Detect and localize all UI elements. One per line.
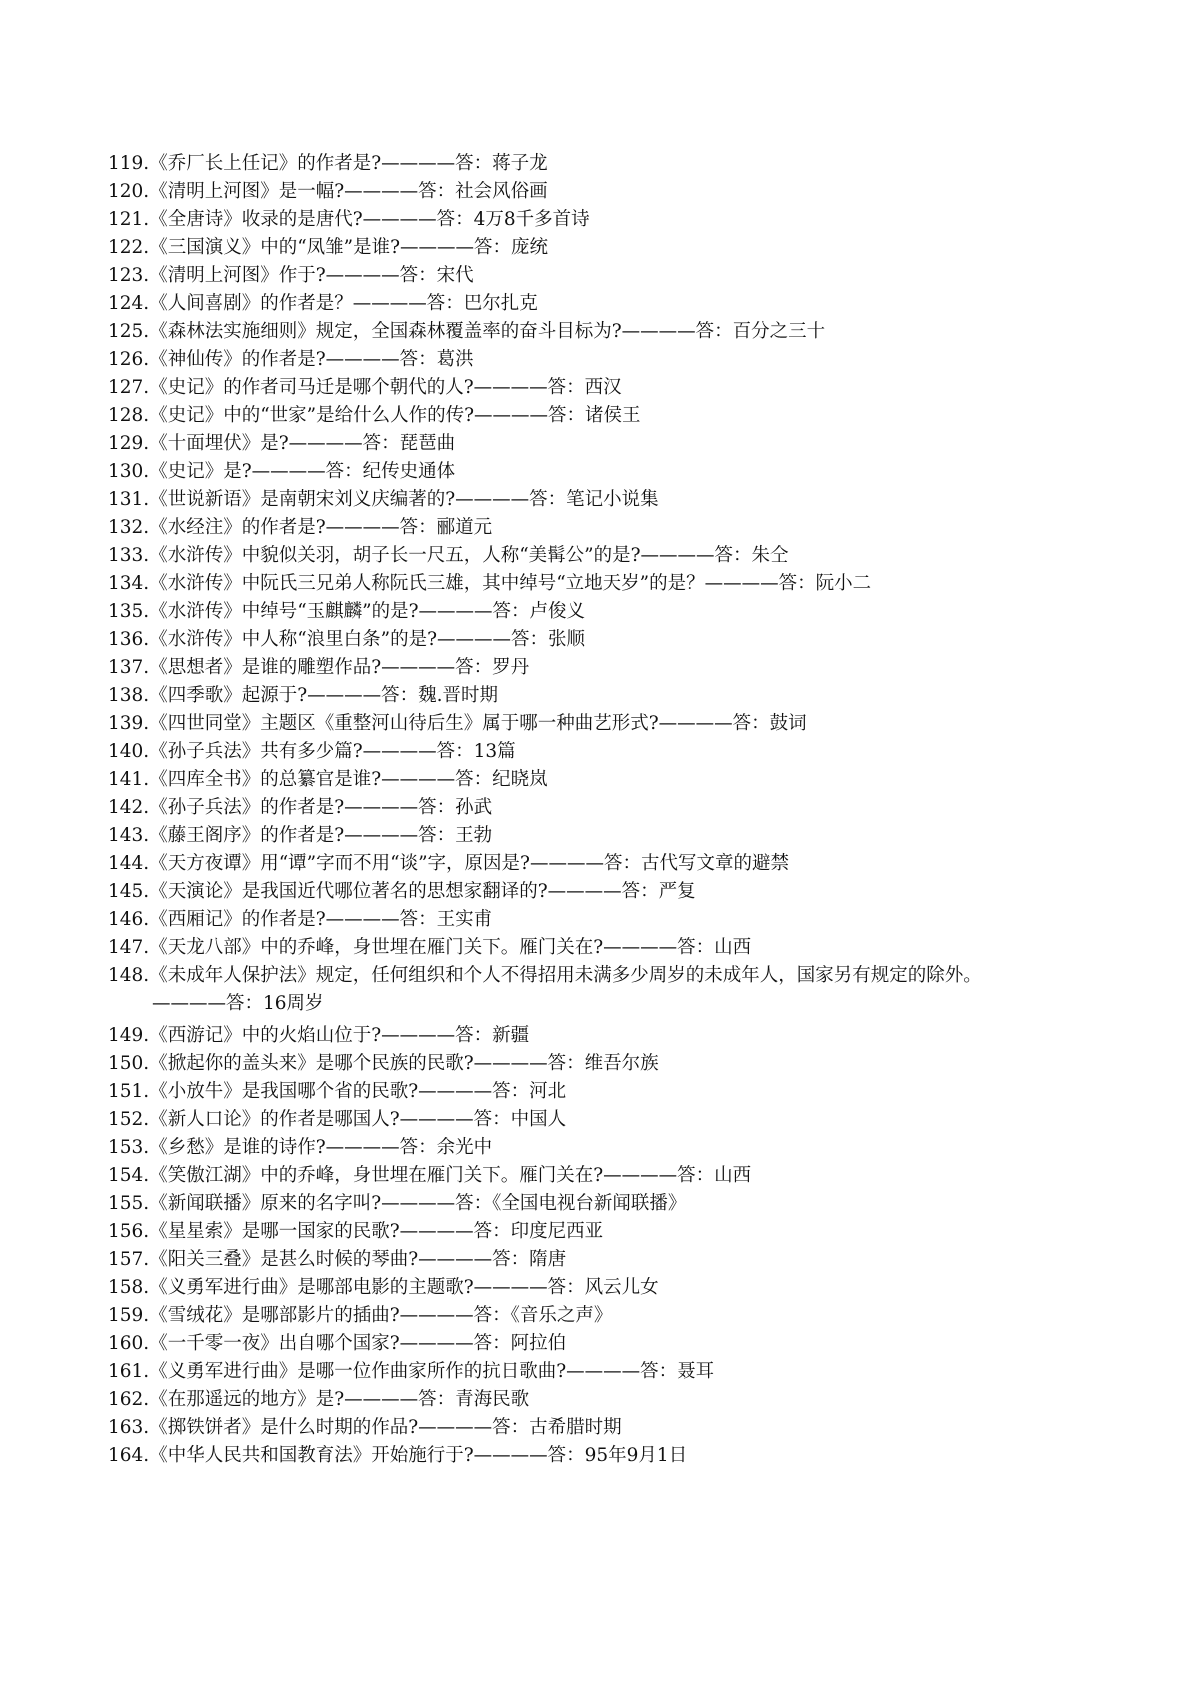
qa-question-text: 126.《神仙传》的作者是?————答：葛洪 (108, 349, 474, 370)
qa-question-text: 135.《水浒传》中绰号“玉麒麟”的是?————答：卢俊义 (108, 601, 586, 622)
qa-question-text: 148.《未成年人保护法》规定，任何组织和个人不得招用未满多少周岁的未成年人，国家另有规定的除外。 (108, 965, 982, 986)
qa-item (108, 1218, 1168, 1246)
qa-question-text: 119.《乔厂长上任记》的作者是?————答：蒋子龙 (108, 153, 548, 174)
qa-item (108, 430, 1168, 458)
qa-item (108, 1162, 1168, 1190)
qa-item (108, 1134, 1168, 1162)
qa-item (108, 1050, 1168, 1078)
qa-question-text: 124.《人间喜剧》的作者是？————答：巴尔扎克 (108, 293, 538, 314)
qa-question-text: 137.《思想者》是谁的雕塑作品?————答：罗丹 (108, 657, 530, 678)
qa-question-text: 163.《掷铁饼者》是什么时期的作品?————答：古希腊时期 (108, 1417, 622, 1438)
qa-question-text: 155.《新闻联播》原来的名字叫?————答：《全国电视台新闻联播》 (108, 1193, 687, 1214)
qa-item (108, 1302, 1168, 1330)
qa-question-text: 158.《义勇军进行曲》是哪部电影的主题歌?————答：风云儿女 (108, 1277, 659, 1298)
qa-item (108, 738, 1168, 766)
qa-list (108, 150, 1168, 1470)
qa-question-text: 156.《星星索》是哪一国家的民歌?————答：印度尼西亚 (108, 1221, 604, 1242)
qa-item (108, 850, 1168, 878)
qa-item (108, 878, 1168, 906)
qa-question-text: 123.《清明上河图》作于?————答：宋代 (108, 265, 474, 286)
qa-item (108, 1274, 1168, 1302)
qa-question-text: 152.《新人口论》的作者是哪国人?————答：中国人 (108, 1109, 567, 1130)
qa-question-text: 125.《森林法实施细则》规定，全国森林覆盖率的奋斗目标为?————答：百分之三十 (108, 321, 826, 342)
qa-item (108, 1078, 1168, 1106)
qa-question-text: 131.《世说新语》是南朝宋刘义庆编著的?————答：笔记小说集 (108, 489, 659, 510)
qa-item (108, 570, 1168, 598)
qa-item (108, 598, 1168, 626)
qa-item (108, 794, 1168, 822)
qa-question-text: 150.《掀起你的盖头来》是哪个民族的民歌?————答：维吾尔族 (108, 1053, 659, 1074)
qa-item (108, 906, 1168, 934)
qa-item (108, 206, 1168, 234)
qa-item (108, 654, 1168, 682)
qa-question-text: 128.《史记》中的“世家”是给什么人作的传?————答：诸侯王 (108, 405, 641, 426)
qa-question-text: 151.《小放牛》是我国哪个省的民歌?————答：河北 (108, 1081, 567, 1102)
qa-item (108, 1022, 1168, 1050)
qa-item (108, 1442, 1168, 1470)
qa-question-text: 136.《水浒传》中人称“浪里白条”的是?————答：张顺 (108, 629, 586, 650)
qa-item (108, 542, 1168, 570)
qa-question-text: 146.《西厢记》的作者是?————答：王实甫 (108, 909, 493, 930)
qa-item (108, 458, 1168, 486)
qa-question-text: 132.《水经注》的作者是?————答：郦道元 (108, 517, 493, 538)
qa-question-text: 130.《史记》是?————答：纪传史通体 (108, 461, 456, 482)
qa-item (108, 402, 1168, 430)
qa-item (108, 934, 1168, 962)
qa-item (108, 150, 1168, 178)
qa-item (108, 178, 1168, 206)
qa-question-text: 140.《孙子兵法》共有多少篇?————答：13篇 (108, 741, 516, 762)
qa-question-text: 142.《孙子兵法》的作者是?————答：孙武 (108, 797, 493, 818)
qa-question-text: 144.《天方夜谭》用“谭”字而不用“谈”字，原因是?————答：古代写文章的避禁 (108, 853, 789, 874)
qa-question-text: 143.《藤王阁序》的作者是?————答：王勃 (108, 825, 493, 846)
qa-question-text: 139.《四世同堂》主题区《重整河山待后生》属于哪一种曲艺形式?————答：鼓词 (108, 713, 807, 734)
qa-item (108, 486, 1168, 514)
qa-item (108, 514, 1168, 542)
qa-item (108, 1190, 1168, 1218)
qa-question-text: 145.《天演论》是我国近代哪位著名的思想家翻译的?————答：严复 (108, 881, 696, 902)
qa-item (108, 290, 1168, 318)
qa-question-text: 120.《清明上河图》是一幅?————答：社会风俗画 (108, 181, 548, 202)
qa-question-text: 153.《乡愁》是谁的诗作?————答：余光中 (108, 1137, 493, 1158)
qa-question-text: 162.《在那遥远的地方》是?————答：青海民歌 (108, 1389, 530, 1410)
qa-question-text: 129.《十面埋伏》是?————答：琵琶曲 (108, 433, 456, 454)
qa-item (108, 766, 1168, 794)
qa-item (108, 1386, 1168, 1414)
qa-question-text: 141.《四库全书》的总纂官是谁?————答：纪晓岚 (108, 769, 548, 790)
qa-question-text: 164.《中华人民共和国教育法》开始施行于?————答：95年9月1日 (108, 1445, 688, 1466)
qa-item (108, 346, 1168, 374)
qa-question-text: 157.《阳关三叠》是甚么时候的琴曲?————答：隋唐 (108, 1249, 567, 1270)
qa-question-text: 154.《笑傲江湖》中的乔峰，身世埋在雁门关下。雁门关在?————答：山西 (108, 1165, 752, 1186)
qa-item (108, 682, 1168, 710)
qa-item (108, 1358, 1168, 1386)
qa-question-text: 134.《水浒传》中阮氏三兄弟人称阮氏三雄，其中绰号“立地天岁”的是？————答：阮小二 (108, 573, 872, 594)
qa-question-text: 161.《义勇军进行曲》是哪一位作曲家所作的抗日歌曲?————答：聂耳 (108, 1361, 715, 1382)
qa-question-text: 127.《史记》的作者司马迁是哪个朝代的人?————答：西汉 (108, 377, 622, 398)
qa-answer-continuation: ————答：16周岁 (152, 993, 324, 1014)
qa-question-text: 121.《全唐诗》收录的是唐代?————答：4万8千多首诗 (108, 209, 590, 230)
qa-item (108, 1414, 1168, 1442)
qa-question-text: 149.《西游记》中的火焰山位于?————答：新疆 (108, 1025, 530, 1046)
qa-question-text: 147.《天龙八部》中的乔峰，身世埋在雁门关下。雁门关在?————答：山西 (108, 937, 752, 958)
qa-question-text: 133.《水浒传》中貌似关羽，胡子长一尺五，人称“美髯公”的是?————答：朱仝 (108, 545, 789, 566)
qa-question-text: 122.《三国演义》中的“凤雏”是谁?————答：庞统 (108, 237, 549, 258)
qa-item (108, 822, 1168, 850)
qa-item (108, 262, 1168, 290)
qa-item (108, 962, 1168, 1022)
qa-question-text: 160.《一千零一夜》出自哪个国家?————答：阿拉伯 (108, 1333, 567, 1354)
qa-item (108, 1246, 1168, 1274)
qa-question-text: 159.《雪绒花》是哪部影片的插曲?————答：《音乐之声》 (108, 1305, 613, 1326)
qa-item (108, 318, 1168, 346)
qa-item (108, 626, 1168, 654)
qa-item (108, 710, 1168, 738)
qa-item (108, 1106, 1168, 1134)
qa-item (108, 374, 1168, 402)
qa-question-text: 138.《四季歌》起源于?————答：魏.晋时期 (108, 685, 498, 706)
qa-item (108, 1330, 1168, 1358)
qa-item (108, 234, 1168, 262)
